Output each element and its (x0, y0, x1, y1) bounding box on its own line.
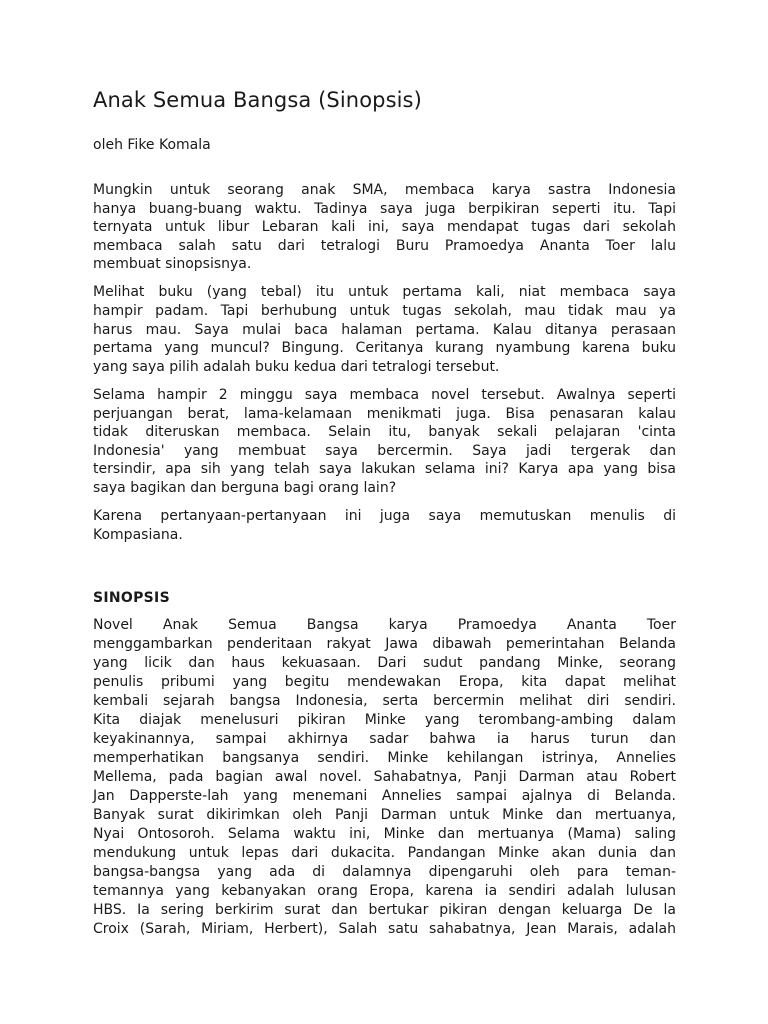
text-line: penulis pribumi yang begitu mendewakan Eropa, kita dapat melihat (93, 674, 676, 691)
text-line: Banyak surat dikirimkan oleh Panji Darman untuk Minke dan mertuanya, (93, 807, 676, 824)
text-line: memperhatikan bangsanya sendiri. Minke kehilangan istrinya, Annelies (93, 750, 676, 767)
text-line: yang licik dan haus kekuasaan. Dari sudut pandang Minke, seorang (93, 655, 676, 672)
paragraph (93, 507, 676, 544)
text-line: kembali sejarah bangsa Indonesia, serta bercermin melihat diri sendiri. (93, 693, 676, 710)
text-line: temannya yang kebanyakan orang Eropa, karena ia sendiri adalah lulusan (93, 883, 676, 900)
text-line: bangsa-bangsa yang ada di dalamnya dipengaruhi oleh para teman- (93, 864, 676, 881)
text-line: Melihat buku (yang tebal) itu untuk pertama kali, niat membaca saya (93, 284, 676, 301)
text-line: tidak diteruskan membaca. Selain itu, banyak sekali pelajaran 'cinta (93, 424, 676, 441)
paragraph (93, 283, 676, 376)
document-page (93, 86, 676, 949)
paragraph (93, 386, 676, 498)
text-line: Nyai Ontosoroh. Selama waktu ini, Minke dan mertuanya (Mama) saling (93, 826, 676, 843)
text-line: hampir padam. Tapi berhubung untuk tugas sekolah, mau tidak mau ya (93, 303, 676, 320)
text-line: pertama yang muncul? Bingung. Ceritanya kurang nyambung karena buku (93, 340, 676, 357)
text-line: yang saya pilih adalah buku kedua dari tetralogi tersebut. (93, 358, 500, 375)
text-line: harus mau. Saya mulai baca halaman pertama. Kalau ditanya perasaan (93, 321, 676, 338)
text-line: menggambarkan penderitaan rakyat Jawa dibawah pemerintahan Belanda (93, 636, 676, 653)
text-line: perjuangan berat, lama-kelamaan menikmati juga. Bisa penasaran kalau (93, 405, 676, 422)
text-line: membuat sinopsisnya. (93, 256, 252, 273)
text-line: Kompasiana. (93, 526, 183, 543)
text-line: ternyata untuk libur Lebaran kali ini, saya mendapat tugas dari sekolah (93, 219, 676, 236)
text-line: Mellema, pada bagian awal novel. Sahabatnya, Panji Darman atau Robert (93, 769, 676, 786)
text-line: Mungkin untuk seorang anak SMA, membaca karya sastra Indonesia (93, 182, 676, 198)
text-line: saya bagikan dan berguna bagi orang lain? (93, 479, 397, 496)
text-line: Croix (Sarah, Miriam, Herbert), Salah satu sahabatnya, Jean Marais, adalah (93, 921, 676, 938)
paragraph (93, 181, 676, 274)
text-line: Kita diajak menelusuri pikiran Minke yang terombang-ambing dalam (93, 712, 676, 729)
document-title: Anak Semua Bangsa (Sinopsis) (93, 88, 422, 112)
text-line: Jan Dapperste-lah yang menemani Annelies sampai ajalnya di Belanda. (93, 788, 676, 805)
section-heading-sinopsis: SINOPSIS (93, 590, 170, 607)
synopsis-paragraph (93, 616, 676, 939)
intro-section (93, 181, 676, 544)
text-line: HBS. Ia sering berkirim surat dan bertukar pikiran dengan keluarga De la (93, 902, 676, 919)
author-byline: oleh Fike Komala (93, 137, 211, 153)
text-line: tersindir, apa sih yang telah saya lakukan selama ini? Karya apa yang bisa (93, 461, 676, 478)
text-line: membaca salah satu dari tetralogi Buru Pramoedya Ananta Toer lalu (93, 237, 676, 254)
text-line: mendukung untuk lepas dari dukacita. Pandangan Minke akan dunia dan (93, 845, 676, 862)
text-line: keyakinannya, sampai akhirnya sadar bahwa ia harus turun dan (93, 731, 676, 748)
text-line: Indonesia' yang membuat saya bercermin. Saya jadi tergerak dan (93, 442, 676, 459)
text-line: Karena pertanyaan-pertanyaan ini juga saya memutuskan menulis di (93, 508, 676, 524)
text-line: Selama hampir 2 minggu saya membaca novel tersebut. Awalnya seperti (93, 386, 676, 403)
text-line: hanya buang-buang waktu. Tadinya saya juga berpikiran seperti itu. Tapi (93, 200, 676, 217)
text-line: Novel Anak Semua Bangsa karya Pramoedya Ananta Toer (93, 617, 676, 634)
